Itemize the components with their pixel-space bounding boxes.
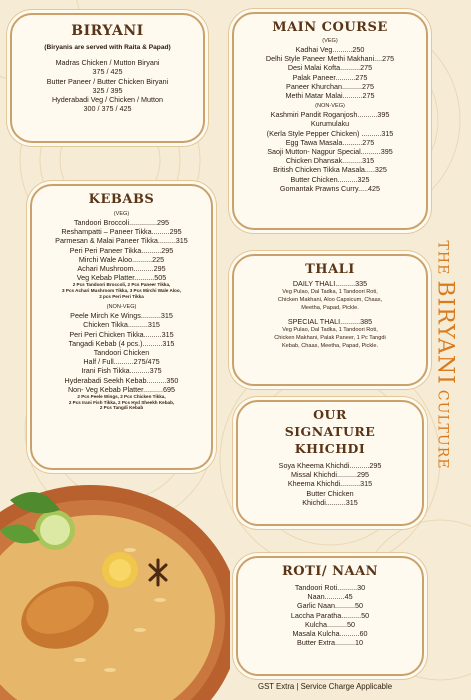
menu-item: Peri Peri Paneer Tikka..........295 bbox=[69, 245, 174, 255]
main-course-title: MAIN COURSE bbox=[272, 20, 388, 35]
platter-note: 3 Pcs Achari Mushroom Tikka, 3 Pcs Mirchi Wale Aloo, bbox=[62, 288, 181, 294]
menu-item: Missal Khichdi..........295 bbox=[291, 470, 369, 480]
nonveg-label: (NON-VEG) bbox=[106, 304, 137, 311]
menu-item: Parmesan & Malai Paneer Tikka.........315 bbox=[55, 236, 188, 246]
menu-item: Hyderabadi Veg / Chicken / Mutton bbox=[51, 95, 164, 105]
biryani-note: (Biryanis are served with Raita & Papad) bbox=[44, 44, 171, 51]
menu-item: Chicken Tikka..........315 bbox=[83, 320, 160, 330]
menu-item: Gomantak Prawns Curry.....425 bbox=[279, 183, 381, 193]
brand-word-culture: CULTURE bbox=[434, 389, 451, 470]
menu-item: Non- Veg Kebab Platter..........695 bbox=[67, 384, 176, 394]
menu-item: Kurumulaku bbox=[310, 119, 350, 129]
thali-desc: Meetha, Papad, Pickle. bbox=[301, 305, 359, 312]
platter-note: 2 Pcs Peele Wings, 2 Pcs Chicken Tikka, bbox=[77, 394, 166, 400]
thali-desc: Chicken Makhani, Palak Paneer, 1 Pc Tangdi bbox=[274, 335, 386, 342]
menu-item: Garlic Naan..........50 bbox=[297, 601, 363, 611]
thali-heading: SPECIAL THALI..........385 bbox=[287, 317, 373, 327]
biryani-bowl-image bbox=[0, 470, 230, 700]
menu-item: Reshampatti – Paneer Tikka.........295 bbox=[61, 227, 182, 237]
menu-price: 300 / 375 / 425 bbox=[83, 104, 132, 114]
thali-heading: DAILY THALI..........335 bbox=[292, 279, 368, 288]
thali-section bbox=[232, 254, 428, 386]
menu-item: Kulcha..........50 bbox=[305, 619, 355, 629]
menu-item: Tandoori Roti..........30 bbox=[294, 583, 366, 592]
thali-desc: Veg Pulao, Dal Tadka, 1 Tandoori Roti, bbox=[282, 327, 378, 334]
thali-title: THALI bbox=[305, 262, 355, 277]
menu-item: Tandoori Chicken bbox=[93, 348, 150, 358]
veg-label: (VEG) bbox=[322, 38, 338, 44]
platter-note: 2 Pcs Tandoori Broccoli, 2 Pcs Paneer Tikka, bbox=[72, 282, 171, 288]
menu-item: Kheema Khichdi..........315 bbox=[287, 479, 373, 489]
footer-note: GST Extra | Service Charge Applicable bbox=[258, 682, 393, 691]
menu-item: Delhi Style Paneer Methi Makhani....275 bbox=[265, 54, 395, 64]
menu-item: Soya Kheema Khichdi..........295 bbox=[278, 461, 382, 470]
khichdi-title-line3: KHICHDI bbox=[294, 441, 366, 456]
menu-item: Egg Tawa Masala..........275 bbox=[285, 137, 375, 147]
menu-item: Paneer Khurchan..........275 bbox=[286, 81, 374, 91]
brand-vertical-title bbox=[425, 215, 465, 495]
main-course-section bbox=[232, 12, 428, 230]
menu-item: Half / Full..........275/475 bbox=[83, 357, 160, 367]
menu-item: Methi Matar Malai..........275 bbox=[285, 91, 375, 101]
menu-item: Madras Chicken / Mutton Biryani bbox=[55, 58, 160, 68]
khichdi-title-line1: OUR bbox=[313, 407, 347, 422]
menu-item: Laccha Paratha..........50 bbox=[290, 610, 370, 620]
nonveg-label: (NON-VEG) bbox=[315, 103, 345, 110]
menu-item: Kadhai Veg..........250 bbox=[295, 45, 365, 54]
platter-note: 2 Pcs Irani Fish Tikka, 2 Pcs Hyd Sheekh Kebab, bbox=[68, 399, 175, 405]
menu-item: (Kerla Style Pepper Chicken) ..........315 bbox=[266, 128, 394, 138]
menu-item: Butter Chicken bbox=[306, 488, 354, 498]
menu-item: Khichdi..........315 bbox=[302, 497, 358, 507]
menu-item: Naan..........45 bbox=[307, 592, 353, 602]
menu-item: Palak Paneer..........275 bbox=[292, 72, 368, 82]
kebabs-section bbox=[30, 184, 213, 470]
menu-item: Irani Fish Tikka..........375 bbox=[81, 366, 162, 376]
roti-naan-title: ROTI/ NAAN bbox=[281, 564, 379, 579]
menu-price: 375 / 425 bbox=[92, 67, 123, 77]
biryani-title: BIRYANI bbox=[71, 23, 144, 39]
menu-item: Veg Kebab Platter..........505 bbox=[76, 273, 167, 283]
menu-item: Butter Chicken..........325 bbox=[290, 174, 370, 184]
platter-note: 2 Pcs Tangdi Kebab bbox=[99, 405, 144, 411]
menu-item: Kashmiri Pandit Roganjosh..........395 bbox=[270, 110, 390, 120]
menu-item: Butter Extra..........10 bbox=[297, 638, 363, 648]
menu-item: Mirchi Wale Aloo..........225 bbox=[78, 254, 165, 264]
menu-item: Tandoori Broccoli..............295 bbox=[73, 218, 170, 227]
roti-naan-section bbox=[236, 556, 424, 676]
menu-item: Masala Kulcha..........60 bbox=[292, 629, 368, 639]
brand-word-biryani: BIRYANI bbox=[432, 280, 458, 385]
khichdi-title-line2: SIGNATURE bbox=[284, 424, 376, 439]
brand-word-the: THE bbox=[434, 240, 451, 276]
menu-item: Chicken Dhansak..........315 bbox=[285, 156, 375, 166]
menu-item: British Chicken Tikka Masala.....325 bbox=[273, 165, 387, 175]
menu-item: Hyderabadi Seekh Kebab..........350 bbox=[64, 375, 179, 385]
menu-item: Peri Peri Chicken Tikka.........315 bbox=[69, 329, 174, 339]
menu-item: Tangadi Kebab (4 pcs.)..........315 bbox=[68, 338, 175, 348]
thali-desc: Chicken Makhani, Aloo Capsicum, Chaas, bbox=[277, 297, 383, 304]
veg-label: (VEG) bbox=[113, 211, 130, 217]
thali-desc: Kebab, Chaas, Meetha, Papad, Pickle. bbox=[281, 343, 379, 350]
menu-item: Achari Mushroom..........295 bbox=[77, 264, 166, 274]
menu-price: 325 / 395 bbox=[92, 85, 123, 95]
khichdi-section bbox=[236, 400, 424, 526]
menu-item: Butter Paneer / Butter Chicken Biryani bbox=[46, 76, 169, 86]
menu-item: Saoji Mutton- Nagpur Special..........395 bbox=[267, 147, 393, 157]
menu-item: Desi Malai Kofta..........275 bbox=[287, 63, 373, 73]
menu-item: Peele Mirch Ke Wings..........315 bbox=[70, 311, 173, 321]
biryani-section bbox=[10, 13, 205, 143]
platter-note: 2 pcs Peri Peri Tikka bbox=[99, 293, 144, 299]
thali-desc: Veg Pulao, Dal Tadka, 1 Tandoori Roti, bbox=[282, 289, 378, 296]
kebabs-title: KEBABS bbox=[88, 192, 155, 207]
